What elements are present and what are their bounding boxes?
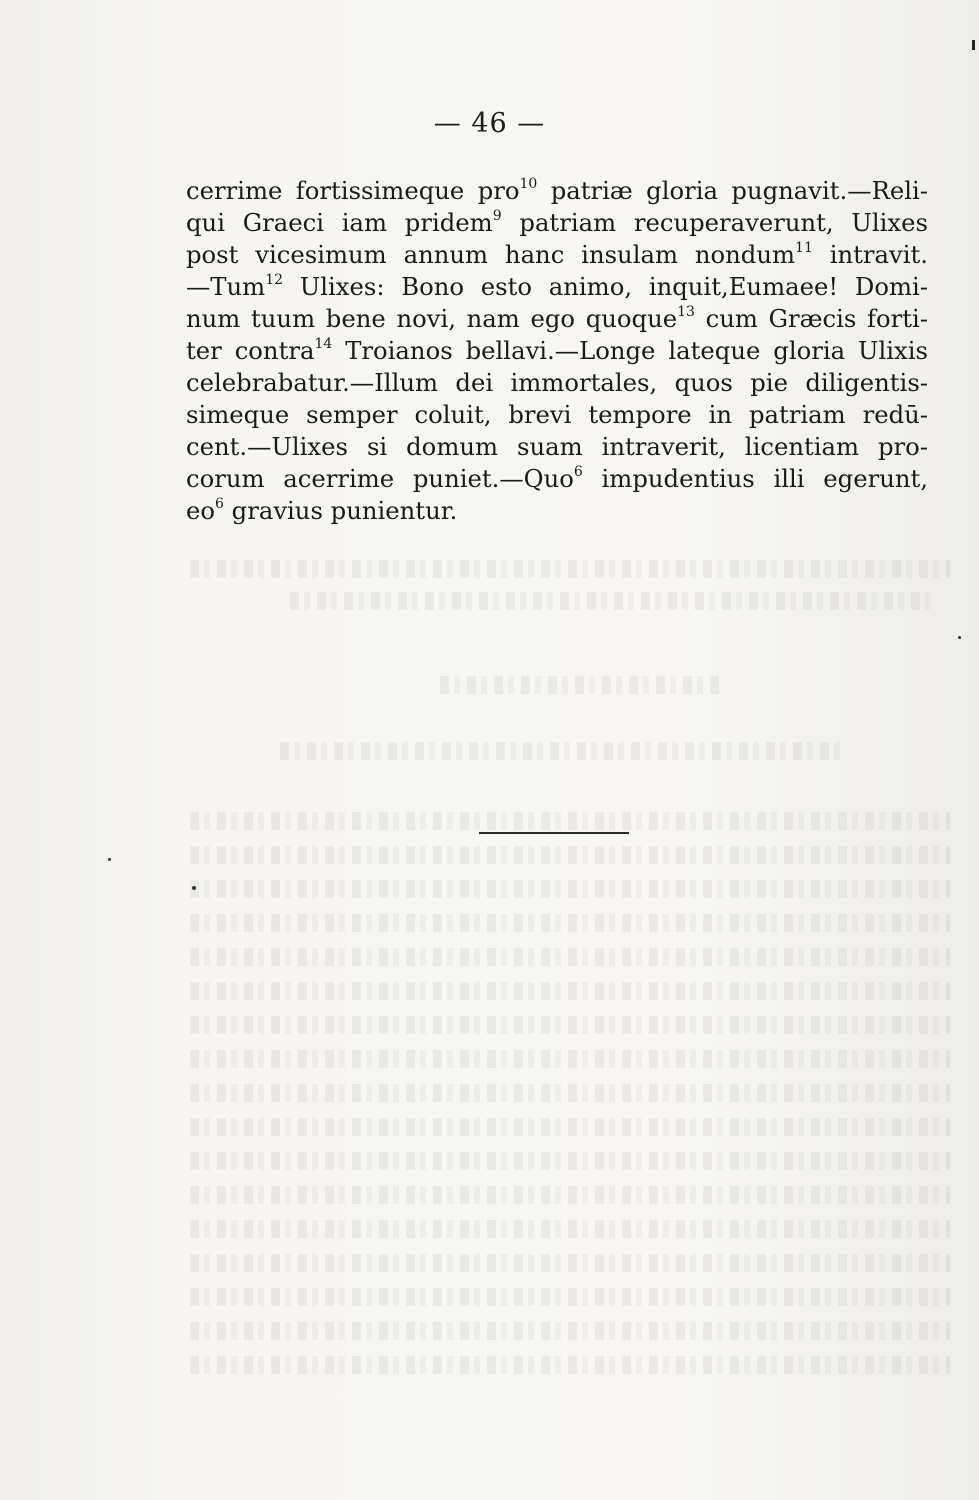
bleed-through [190, 1254, 950, 1272]
text-line: corum acerrime puniet.—Quo$^6$ impudentius illi egerunt, [186, 463, 928, 493]
bleed-through [190, 1220, 950, 1238]
footnote-ref: 14 [314, 335, 333, 352]
footnote-ref: 6 [573, 463, 583, 480]
bleed-through [190, 1084, 950, 1102]
bleed-through [190, 846, 950, 864]
text-line: $eo^6$ gravius punientur. [186, 495, 458, 525]
bleed-through [190, 880, 950, 898]
footnote-ref: 10 [519, 175, 538, 192]
ink-speck [192, 886, 196, 890]
bleed-through [190, 1016, 950, 1034]
ink-speck [958, 636, 961, 639]
edge-mark [972, 40, 975, 50]
page-number: — 46 — [433, 108, 546, 139]
footnote-ref: 6 [215, 495, 224, 512]
bleed-through [290, 592, 930, 610]
bleed-through [190, 812, 950, 830]
footnote-ref: 13 [677, 303, 695, 320]
bleed-through [190, 1050, 950, 1068]
text-line: —Tum$^{12}$ Ulixes: Bono esto animo, inquit,Eumaee! Domi- [186, 271, 928, 301]
text-line: cerrime fortissimeque pro$^{10}$ patriæ gloria pugnavit.—Reli- [186, 175, 928, 205]
footnote-ref: 12 [265, 271, 284, 288]
ink-speck [108, 858, 111, 861]
bleed-through [190, 948, 950, 966]
bleed-through [190, 1118, 950, 1136]
bleed-through [190, 914, 950, 932]
bleed-through [190, 1356, 950, 1374]
bleed-through [440, 676, 720, 694]
text-line: post vicesimum annum hanc insulam nondum$^{11}$ intravit. [186, 239, 928, 269]
text-line: qui Graeci iam pridem$^9$ patriam recuperaverunt, Ulixes [186, 207, 928, 237]
bleed-through [190, 1288, 950, 1306]
section-rule [479, 832, 629, 834]
bleed-through [190, 982, 950, 1000]
text-line: num tuum bene novi, nam ego quoque$^{13}$ cum Græcis forti- [186, 303, 929, 333]
text-line: ter contra$^{14}$ Troianos bellavi.—Longe lateque gloria Ulixis [186, 335, 928, 365]
bleed-through [190, 1186, 950, 1204]
text-line: simeque semper coluit, brevi tempore in patriam redū- [186, 400, 928, 429]
bleed-through [190, 1322, 950, 1340]
footnote-ref: 11 [795, 239, 813, 256]
text-line: celebrabatur.—Illum dei immortales, quos pie diligentis- [186, 368, 928, 397]
bleed-through [280, 742, 840, 760]
bleed-through [190, 1152, 950, 1170]
bleed-through [190, 560, 950, 578]
footnote-ref: 9 [492, 207, 502, 224]
text-line: cent.—Ulixes si domum suam intraverit, licentiam pro- [186, 432, 928, 461]
body-text [186, 175, 928, 527]
